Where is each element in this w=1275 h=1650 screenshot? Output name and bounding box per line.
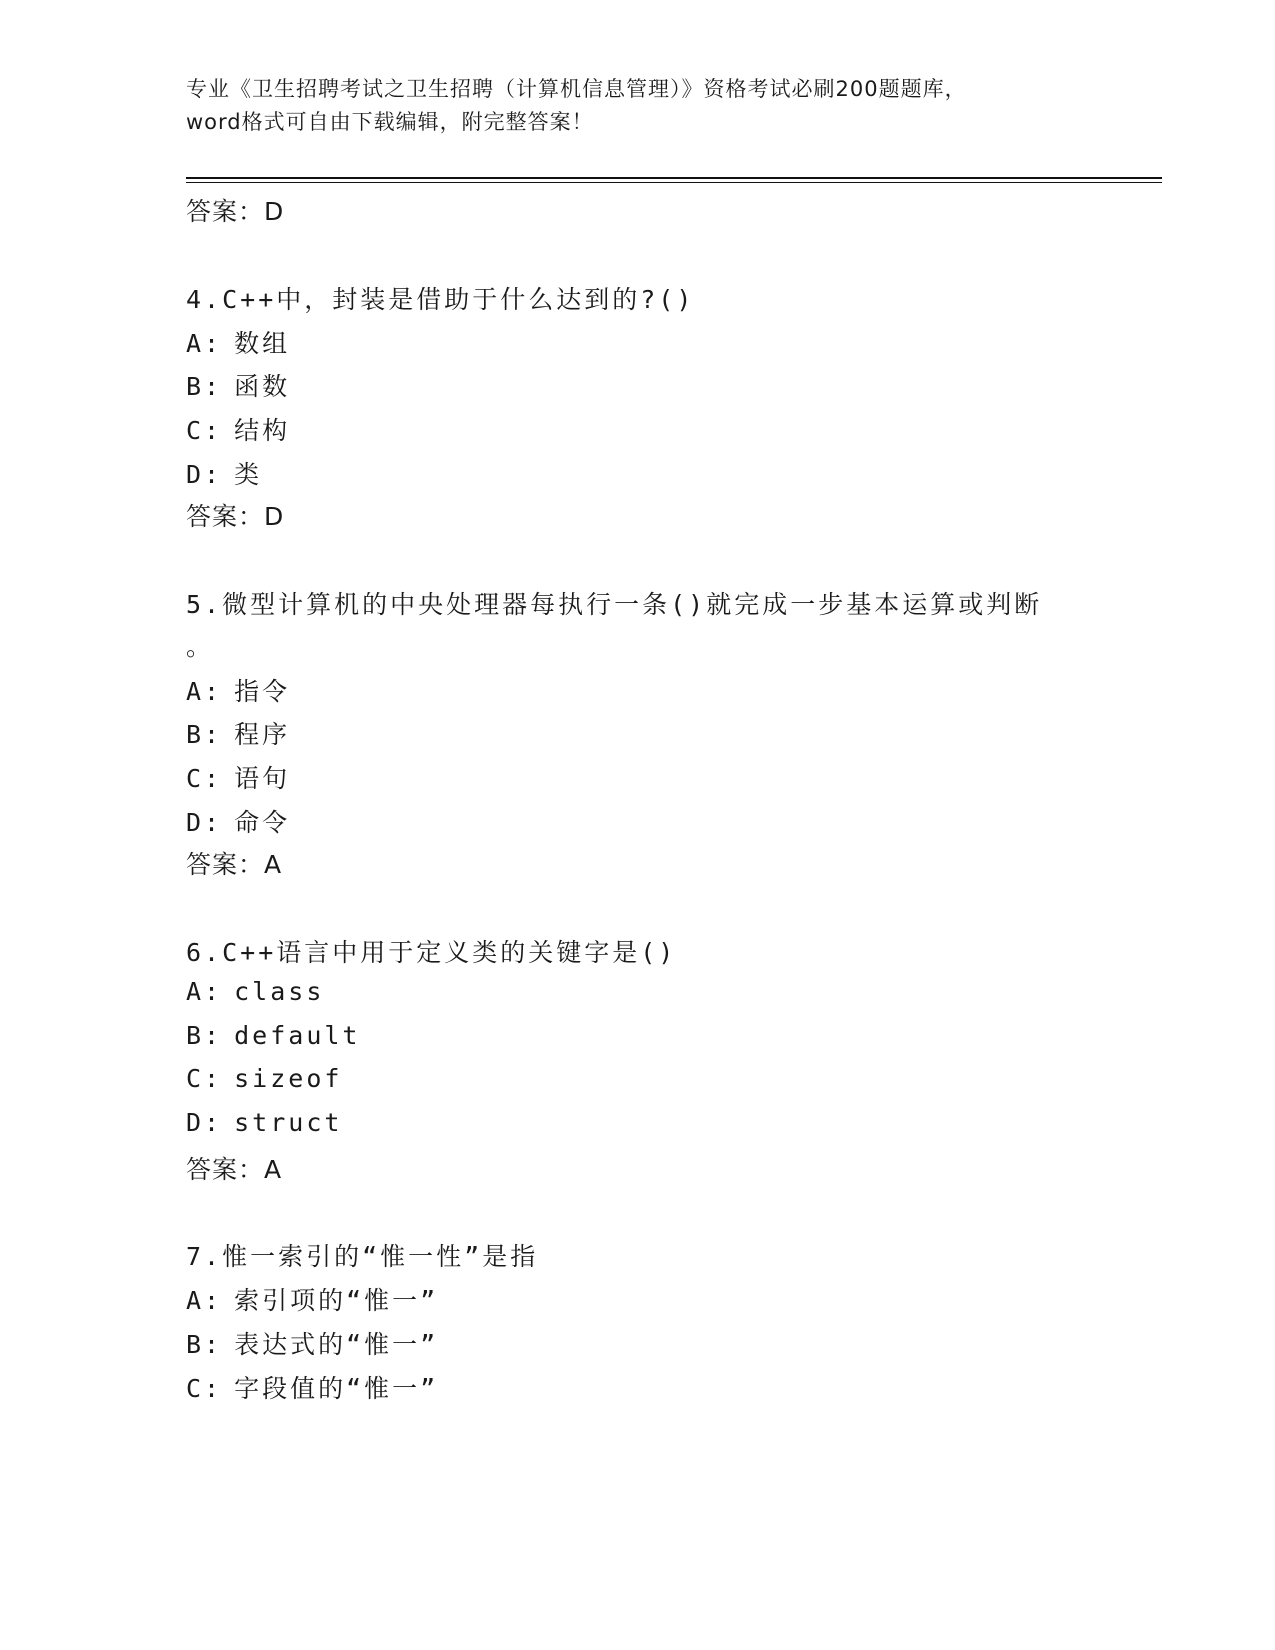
question-4-option-c: C: 结构: [186, 416, 291, 445]
question-5-text-continued: 。: [186, 632, 215, 661]
question-6-text: 6.C++语言中用于定义类的关键字是(): [186, 938, 677, 967]
header-line-1: 专业《卫生招聘考试之卫生招聘（计算机信息管理）》资格考试必刷200题题库，: [186, 77, 967, 101]
question-6-option-d: D: struct: [186, 1108, 343, 1137]
question-6-option-a: A: class: [186, 977, 325, 1006]
question-4-option-b: B: 函数: [186, 372, 291, 401]
header-divider-thick: [186, 177, 1162, 179]
question-6-answer: 答案：A: [186, 1155, 283, 1184]
question-6-option-c: C: sizeof: [186, 1064, 343, 1093]
question-5-option-a: A: 指令: [186, 677, 291, 706]
question-5-option-c: C: 语句: [186, 764, 291, 793]
question-7-option-c: C: 字段值的“惟一”: [186, 1374, 439, 1403]
question-7-text: 7.惟一索引的“惟一性”是指: [186, 1242, 539, 1271]
question-4-text: 4.C++中，封装是借助于什么达到的?(): [186, 285, 695, 314]
question-5-option-d: D: 命令: [186, 808, 291, 837]
question-4-option-d: D: 类: [186, 460, 263, 489]
header-line-2: word格式可自由下载编辑，附完整答案！: [186, 110, 594, 134]
question-5-answer: 答案：A: [186, 850, 283, 879]
question-7-option-b: B: 表达式的“惟一”: [186, 1330, 439, 1359]
question-5-text: 5.微型计算机的中央处理器每执行一条()就完成一步基本运算或判断: [186, 590, 1043, 619]
question-7-option-a: A: 索引项的“惟一”: [186, 1286, 439, 1315]
document-header: [186, 73, 1086, 139]
question-4-option-a: A: 数组: [186, 329, 291, 358]
question-5-option-b: B: 程序: [186, 720, 291, 749]
question-6-option-b: B: default: [186, 1021, 361, 1050]
previous-answer: 答案：D: [186, 197, 285, 226]
header-divider-thin: [186, 182, 1162, 183]
question-4-answer: 答案：D: [186, 502, 285, 531]
